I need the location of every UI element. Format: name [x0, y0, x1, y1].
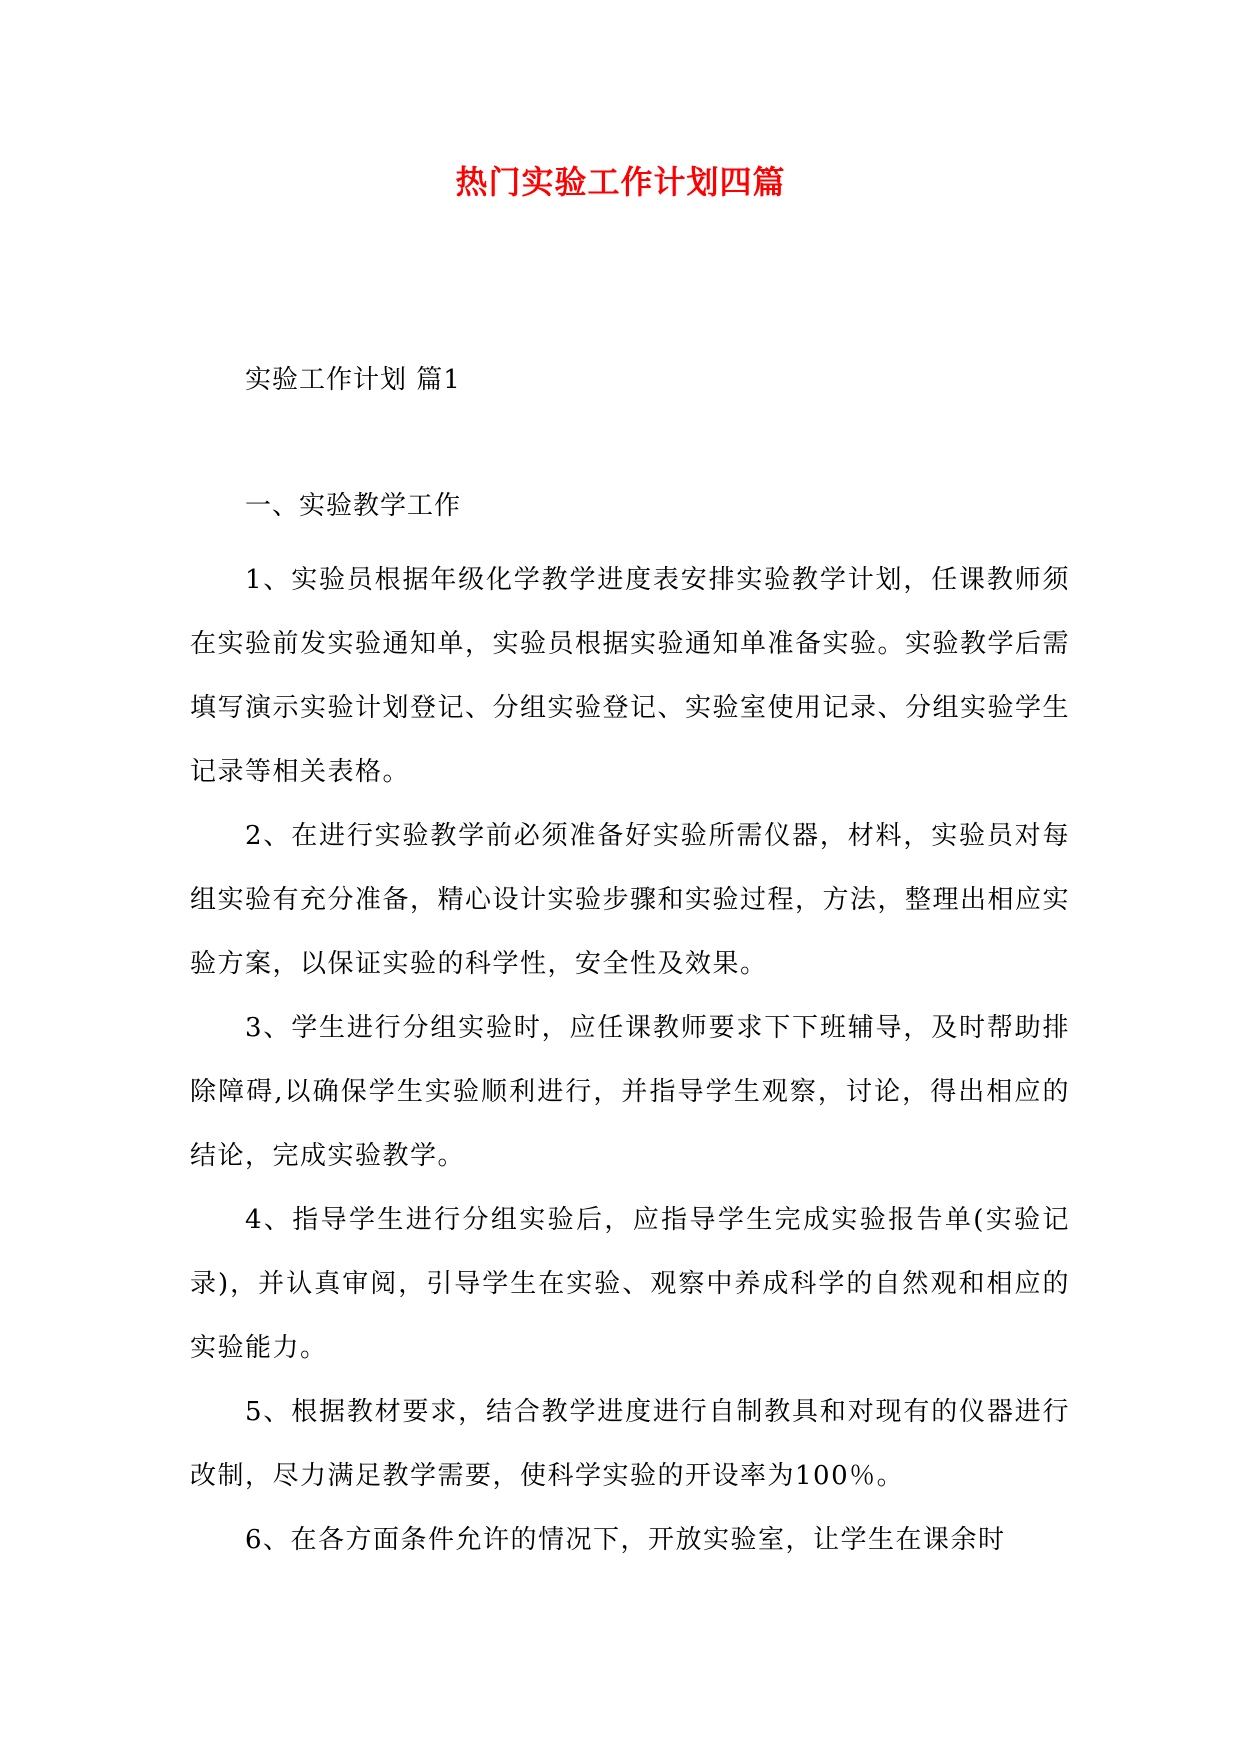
paragraph-1: 1、实验员根据年级化学教学进度表安排实验教学计划，任课教师须在实验前发实验通知单，实验员根据实验通知单准备实验。实验教学后需填写演示实验计划登记、分组实验登记、实验室使用记录、分组实验学生记录等相关表格。 — [190, 565, 1071, 787]
paragraph-4: 4、指导学生进行分组实验后，应指导学生完成实验报告单(实验记录)，并认真审阅，引导学生在实验、观察中养成科学的自然观和相应的实验能力。 — [190, 1205, 1070, 1363]
document-title: 热门实验工作计划四篇 — [455, 163, 786, 201]
paragraph-3: 3、学生进行分组实验时，应任课教师要求下下班辅导，及时帮助排除障碍,以确保学生实验顺利进行，并指导学生观察，讨论，得出相应的结论，完成实验教学。 — [190, 1013, 1070, 1171]
paragraph-2: 2、在进行实验教学前必须准备好实验所需仪器，材料，实验员对每组实验有充分准备，精心设计实验步骤和实验过程，方法，整理出相应实验方案，以保证实验的科学性，安全性及效果。 — [190, 821, 1071, 979]
body-text — [190, 548, 1070, 1572]
article-heading: 实验工作计划 篇1 — [245, 365, 461, 395]
paragraph-5: 5、根据教材要求，结合教学进度进行自制教具和对现有的仪器进行改制，尽力满足教学需要，使科学实验的开设率为100％。 — [190, 1397, 1070, 1491]
section-heading: 一、实验教学工作 — [245, 491, 462, 521]
paragraph-6: 6、在各方面条件允许的情况下，开放实验室，让学生在课余时 — [245, 1525, 1006, 1555]
